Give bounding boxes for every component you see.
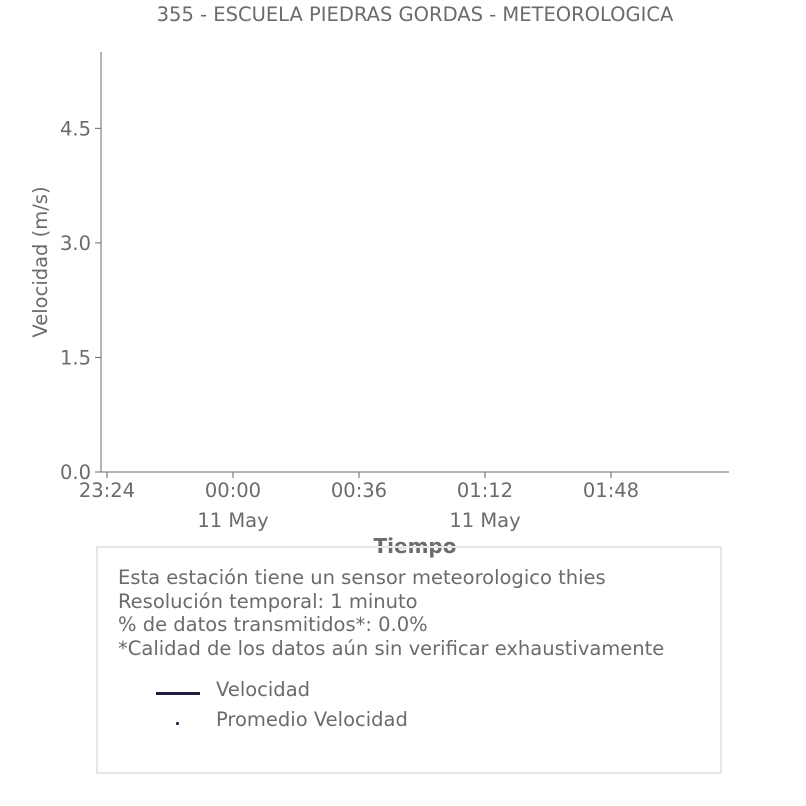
y-tick-label: 1.5 (59, 346, 91, 370)
resolution-info: Resolución temporal: 1 minuto (118, 589, 418, 613)
station-info (118, 566, 664, 660)
y-tick-label: 0.0 (59, 461, 91, 484)
x-tick-label: 00:36 (330, 479, 388, 502)
quality-note: *Calidad de los datos aún sin verificar exhaustivamente (118, 636, 665, 660)
y-tick-label: 4.5 (59, 117, 91, 141)
transmission-info: % de datos transmitidos*: 0.0% (118, 613, 428, 636)
legend-line-swatch (156, 692, 200, 695)
x-tick-date-label: 11 May (197, 509, 269, 532)
legend-dot-swatch (176, 722, 179, 725)
y-axis (60, 52, 101, 484)
legend-label: Promedio Velocidad (216, 708, 408, 731)
x-axis-label: Tiempo (373, 534, 457, 558)
chart-title: 355 - ESCUELA PIEDRAS GORDAS - METEOROLOGICA (156, 3, 674, 26)
x-tick-label: 01:12 (456, 479, 514, 502)
x-tick-label: 01:48 (582, 479, 640, 502)
y-tick-label: 3.0 (59, 231, 91, 255)
x-tick-label: 23:24 (78, 479, 136, 502)
legend-label: Velocidad (216, 678, 311, 701)
info-box (96, 546, 722, 774)
x-axis (79, 472, 729, 532)
y-axis-label: Velocidad (m/s) (29, 186, 52, 338)
sensor-info: Esta estación tiene un sensor meteorologico thies (118, 566, 606, 589)
x-tick-date-label: 11 May (449, 509, 521, 532)
x-tick-label: 00:00 (204, 479, 262, 502)
